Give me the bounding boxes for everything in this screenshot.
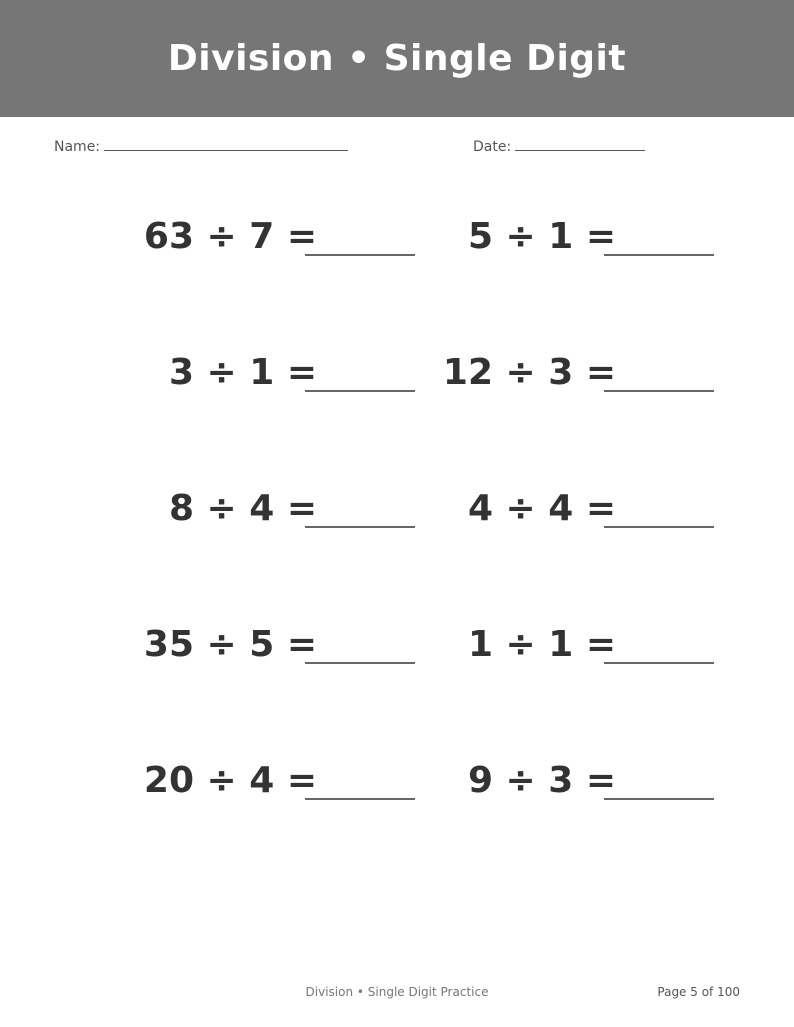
answer-line xyxy=(604,390,714,392)
answer-line xyxy=(604,798,714,800)
problem-10 xyxy=(404,759,714,819)
problem-expression: 12 ÷ 3 = xyxy=(442,352,616,393)
name-label: Name: xyxy=(54,139,101,155)
answer-line xyxy=(305,798,415,800)
answer-line xyxy=(305,390,415,392)
problem-2 xyxy=(404,215,714,275)
problem-expression: 63 ÷ 7 = xyxy=(143,216,317,257)
problem-expression: 3 ÷ 1 = xyxy=(168,352,317,393)
name-line xyxy=(104,136,348,151)
date-line xyxy=(515,136,645,151)
problem-expression: 5 ÷ 1 = xyxy=(467,216,616,257)
problem-expression: 9 ÷ 3 = xyxy=(467,760,616,801)
date-label: Date: xyxy=(473,139,512,155)
answer-line xyxy=(305,526,415,528)
problem-4 xyxy=(404,351,714,411)
page-number: Page 5 of 100 xyxy=(657,985,740,999)
problem-expression: 8 ÷ 4 = xyxy=(168,488,317,529)
answer-line xyxy=(604,662,714,664)
answer-line xyxy=(305,254,415,256)
name-field xyxy=(54,136,348,155)
problem-expression: 20 ÷ 4 = xyxy=(143,760,317,801)
problem-8 xyxy=(404,623,714,683)
answer-line xyxy=(305,662,415,664)
answer-line xyxy=(604,526,714,528)
problem-expression: 35 ÷ 5 = xyxy=(143,624,317,665)
problem-1 xyxy=(105,215,415,275)
problem-expression: 4 ÷ 4 = xyxy=(467,488,616,529)
problem-6 xyxy=(404,487,714,547)
problem-7 xyxy=(105,623,415,683)
problem-expression: 1 ÷ 1 = xyxy=(467,624,616,665)
problem-9 xyxy=(105,759,415,819)
title-banner xyxy=(0,0,794,117)
problem-3 xyxy=(105,351,415,411)
date-field xyxy=(473,136,645,155)
problem-5 xyxy=(105,487,415,547)
footer-caption: Division • Single Digit Practice xyxy=(305,985,489,999)
answer-line xyxy=(604,254,714,256)
page-title: Division • Single Digit xyxy=(167,38,627,79)
